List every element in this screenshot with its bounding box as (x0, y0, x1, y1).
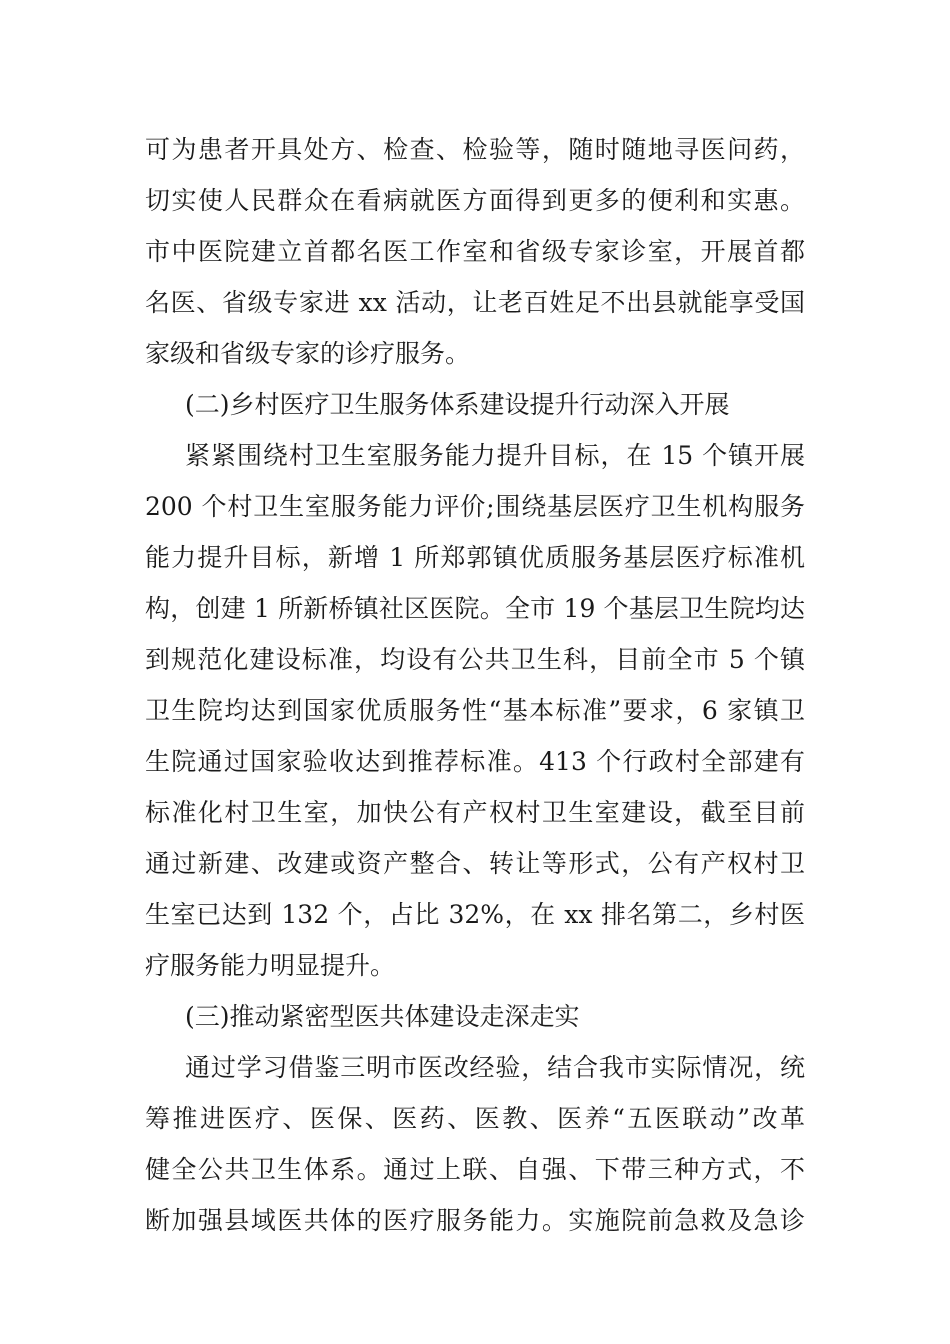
text-line-15: 通过新建、改建或资产整合、转让等形式，公有产权村卫 (145, 849, 805, 878)
text-line-16: 生室已达到 132 个，占比 32%，在 xx 排名第二，乡村医 (145, 900, 805, 929)
text-line-7: 紧紧围绕村卫生室服务能力提升目标，在 15 个镇开展 (185, 441, 805, 470)
text-line-14: 标准化村卫生室，加快公有产权村卫生室建设，截至目前 (145, 798, 805, 827)
text-line-2: 切实使人民群众在看病就医方面得到更多的便利和实惠。 (145, 186, 805, 215)
section-heading-3: (三)推动紧密型医共体建设走深走实 (185, 1002, 580, 1031)
text-line-22: 断加强县域医共体的医疗服务能力。实施院前急救及急诊 (145, 1206, 805, 1235)
section-heading-2: (二)乡村医疗卫生服务体系建设提升行动深入开展 (185, 390, 730, 419)
text-line-20: 筹推进医疗、医保、医药、医教、医养“五医联动”改革 (145, 1104, 805, 1133)
text-line-8: 200 个村卫生室服务能力评价;围绕基层医疗卫生机构服务 (145, 492, 805, 521)
text-line-12: 卫生院均达到国家优质服务性“基本标准”要求，6 家镇卫 (145, 696, 805, 725)
text-line-19: 通过学习借鉴三明市医改经验，结合我市实际情况，统 (185, 1053, 805, 1082)
text-line-9: 能力提升目标，新增 1 所郑郭镇优质服务基层医疗标准机 (145, 543, 805, 572)
text-line-4: 名医、省级专家进 xx 活动，让老百姓足不出县就能享受国 (145, 288, 805, 317)
text-line-5: 家级和省级专家的诊疗服务。 (145, 339, 471, 368)
text-line-10: 构，创建 1 所新桥镇社区医院。全市 19 个基层卫生院均达 (145, 594, 805, 623)
text-line-3: 市中医院建立首都名医工作室和省级专家诊室，开展首都 (145, 237, 805, 266)
text-line-11: 到规范化建设标准，均设有公共卫生科，目前全市 5 个镇 (145, 645, 805, 674)
text-line-17: 疗服务能力明显提升。 (145, 951, 396, 980)
text-line-1: 可为患者开具处方、检查、检验等，随时随地寻医问药， (145, 135, 805, 164)
text-line-21: 健全公共卫生体系。通过上联、自强、下带三种方式，不 (145, 1155, 805, 1184)
text-line-13: 生院通过国家验收达到推荐标准。413 个行政村全部建有 (145, 747, 805, 776)
